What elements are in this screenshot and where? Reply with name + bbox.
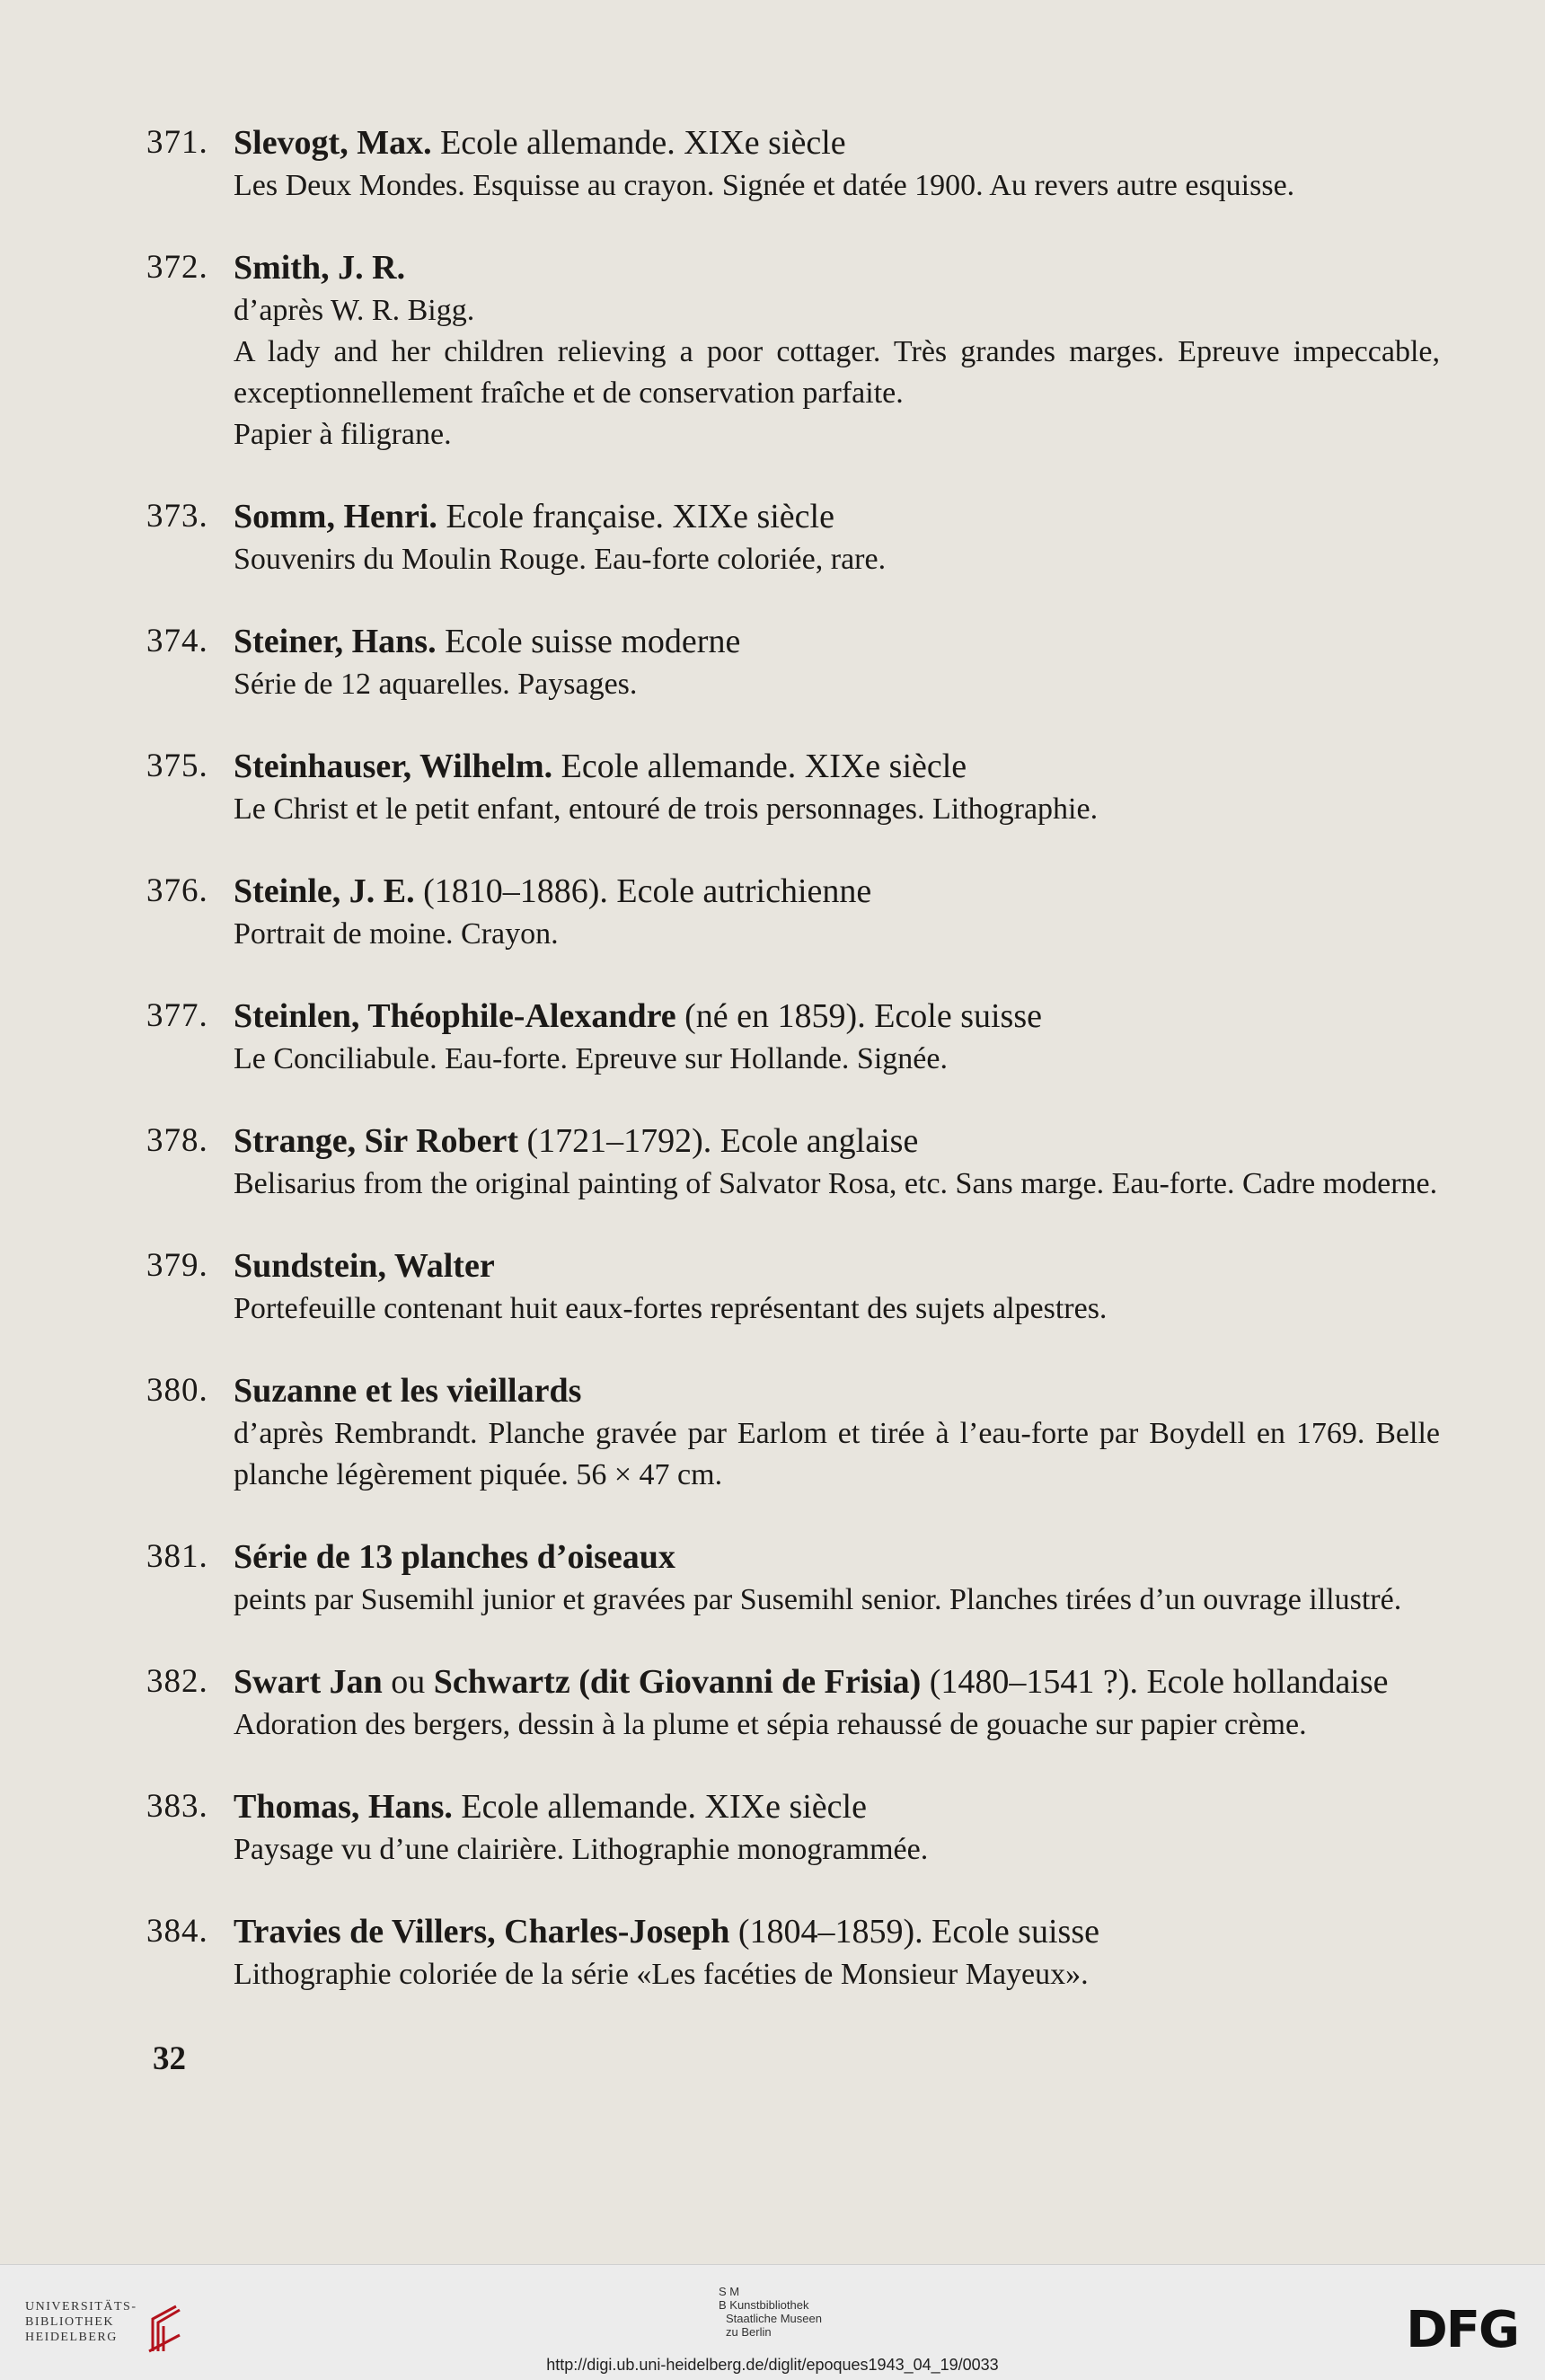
- artist-name: Strange, Sir Robert: [234, 1122, 518, 1160]
- entry-description: Le Christ et le petit enfant, entouré de trois personnages. Lithographie.: [234, 792, 1099, 826]
- artist-name: Slevogt, Max.: [234, 124, 432, 162]
- entry-heading: [234, 246, 1440, 290]
- university-library-mark-icon: [140, 2299, 203, 2362]
- catalogue-entry: [146, 1369, 1440, 1496]
- entry-number: 371.: [146, 124, 208, 161]
- entry-description: Papier à filigrane.: [234, 418, 452, 451]
- entry-description: Belisarius from the original painting of Salvator Rosa, etc. Sans marge. Eau-forte. Cadre moderne.: [234, 1167, 1438, 1200]
- entry-school: Ecole allemande. XIXe siècle: [552, 748, 967, 785]
- entry-description: Portrait de moine. Crayon.: [234, 917, 559, 951]
- artist-name: Thomas, Hans.: [234, 1788, 453, 1826]
- entry-heading: [234, 1244, 1440, 1288]
- source-url-link[interactable]: http://digi.ub.uni-heidelberg.de/diglit/epoques1943_04_19/0033: [546, 2356, 999, 2374]
- entry-description: A lady and her children relieving a poor cottager. Très grandes marges. Epreuve impeccable, exceptionnellement fraîche et de conservation parfaite.: [234, 335, 1440, 410]
- catalogue-entry: [146, 1119, 1440, 1205]
- entry-heading: [234, 121, 1440, 165]
- catalogue-entry: [146, 995, 1440, 1080]
- artist-name: Smith, J. R.: [234, 249, 406, 287]
- catalogue-entry: [146, 745, 1440, 830]
- entry-description: peints par Susemihl junior et gravées par Susemihl senior. Planches tirées d’un ouvrage illustré.: [234, 1583, 1402, 1616]
- artist-name: Steinlen, Théophile-Alexandre: [234, 997, 676, 1035]
- artist-name: Steinle, J. E.: [234, 872, 415, 910]
- artist-alt-name: Schwartz (dit Giovanni de Frisia): [433, 1663, 922, 1701]
- entry-school: (1810–1886). Ecole autrichienne: [414, 872, 872, 910]
- entry-school: (1804–1859). Ecole suisse: [729, 1913, 1099, 1951]
- entry-description: Le Conciliabule. Eau-forte. Epreuve sur Hollande. Signée.: [234, 1042, 948, 1075]
- entry-number: 378.: [146, 1122, 208, 1159]
- artist-name: Steiner, Hans.: [234, 623, 437, 660]
- digitization-footer: [0, 2264, 1545, 2380]
- artist-name: Sundstein, Walter: [234, 1247, 495, 1285]
- catalogue-entry: [146, 495, 1440, 580]
- entry-description: Portefeuille contenant huit eaux-fortes représentant des sujets alpestres.: [234, 1292, 1108, 1325]
- entry-number: 381.: [146, 1538, 208, 1575]
- entry-number: 374.: [146, 623, 208, 659]
- artist-name: Swart Jan: [234, 1663, 383, 1701]
- artist-name: Suzanne et les vieillards: [234, 1372, 582, 1410]
- entry-number: 376.: [146, 872, 208, 909]
- entry-description: Adoration des bergers, dessin à la plume et sépia rehaussé de gouache sur papier crème.: [234, 1708, 1307, 1741]
- entry-heading: [234, 1369, 1440, 1413]
- entry-number: 375.: [146, 748, 208, 784]
- smb-kunstbibliothek-credit: S M B Kunstbibliothek Staatliche Museen zu Berlin: [719, 2285, 822, 2339]
- entry-school: Ecole suisse moderne: [436, 623, 741, 660]
- entry-description: d’après Rembrandt. Planche gravée par Earlom et tirée à l’eau-forte par Boydell en 1769. Belle planche légèrement piquée. 56 × 47 cm.: [234, 1417, 1440, 1491]
- artist-name: Steinhauser, Wilhelm.: [234, 748, 553, 785]
- entry-number: 377.: [146, 997, 208, 1034]
- catalogue-entry: [146, 246, 1440, 456]
- catalogue-entry: [146, 1910, 1440, 1995]
- entry-heading: [234, 620, 1440, 664]
- artist-name: Somm, Henri.: [234, 498, 437, 535]
- catalogue-entry: [146, 1660, 1440, 1746]
- page-number: 32: [153, 2040, 186, 2077]
- entry-school: Ecole française. XIXe siècle: [437, 498, 834, 535]
- dfg-logo[interactable]: DFG: [1406, 2301, 1518, 2359]
- entry-heading: [234, 1910, 1440, 1954]
- entry-description: Série de 12 aquarelles. Paysages.: [234, 668, 638, 701]
- university-library-logo[interactable]: [25, 2299, 205, 2362]
- entry-school: (né en 1859). Ecole suisse: [675, 997, 1042, 1035]
- entry-school: (1721–1792). Ecole anglaise: [518, 1122, 919, 1160]
- entry-description: Lithographie coloriée de la série «Les facéties de Monsieur Mayeux».: [234, 1958, 1089, 1991]
- entry-number: 373.: [146, 498, 208, 535]
- entry-heading: [234, 495, 1440, 539]
- catalogue-entry: [146, 870, 1440, 955]
- entry-heading: [234, 1535, 1440, 1579]
- artist-name: Série de 13 planches d’oiseaux: [234, 1538, 675, 1576]
- entry-school: Ecole allemande. XIXe siècle: [431, 124, 846, 162]
- entry-description: Paysage vu d’une clairière. Lithographie monogrammée.: [234, 1833, 929, 1866]
- catalogue-entry: [146, 1785, 1440, 1871]
- catalogue-entry: [146, 620, 1440, 705]
- catalogue-entry: [146, 1535, 1440, 1621]
- entry-description: d’après W. R. Bigg.: [234, 294, 475, 327]
- entry-number: 383.: [146, 1788, 208, 1825]
- artist-name: Travies de Villers, Charles-Joseph: [234, 1913, 730, 1951]
- entry-description: Les Deux Mondes. Esquisse au crayon. Signée et datée 1900. Au revers autre esquisse.: [234, 169, 1295, 202]
- entry-description: Souvenirs du Moulin Rouge. Eau-forte coloriée, rare.: [234, 543, 887, 576]
- entry-number: 382.: [146, 1663, 208, 1700]
- entry-number: 379.: [146, 1247, 208, 1284]
- entry-heading: [234, 1660, 1440, 1704]
- entry-heading: [234, 745, 1440, 789]
- entry-number: 372.: [146, 249, 208, 286]
- entry-number: 384.: [146, 1913, 208, 1950]
- heading-connector: ou: [382, 1663, 434, 1701]
- catalogue-entry: [146, 121, 1440, 207]
- catalogue-entry: [146, 1244, 1440, 1330]
- entry-school: (1480–1541 ?). Ecole hollandaise: [921, 1663, 1389, 1701]
- entry-heading: [234, 870, 1440, 914]
- entry-school: Ecole allemande. XIXe siècle: [452, 1788, 867, 1826]
- university-library-name: UNIVERSITÄTS- BIBLIOTHEK HEIDELBERG: [25, 2300, 137, 2344]
- entry-heading: [234, 995, 1440, 1039]
- entry-number: 380.: [146, 1372, 208, 1409]
- entry-heading: [234, 1785, 1440, 1829]
- entry-list: [146, 121, 1440, 2035]
- entry-heading: [234, 1119, 1440, 1163]
